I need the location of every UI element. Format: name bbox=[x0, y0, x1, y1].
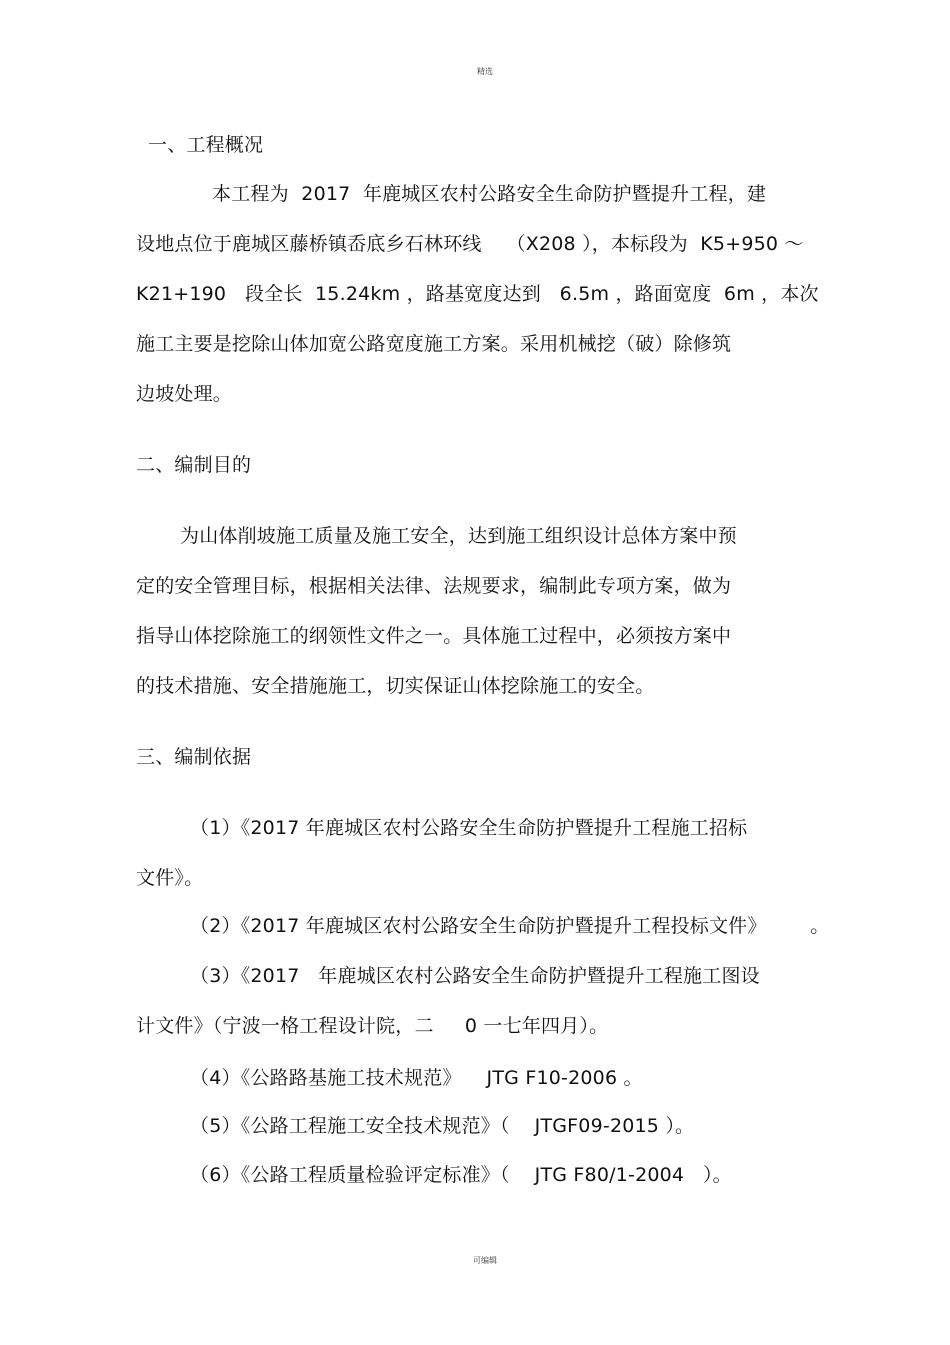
header-watermark: 精选 bbox=[477, 67, 493, 76]
reference-5: （5）《公路工程施工安全技术规范》（ JTGF09-2015 ）。 bbox=[190, 1115, 695, 1137]
section3-heading: 三、编制依据 bbox=[136, 746, 252, 768]
reference-2: （2）《2017 年鹿城区农村公路安全生命防护暨提升工程投标文件》 。 bbox=[190, 915, 830, 937]
reference-3: （3）《2017 年鹿城区农村公路安全生命防护暨提升工程施工图设 bbox=[190, 965, 760, 987]
section1-line-3: K21+190 段全长 15.24km ，路基宽度达到 6.5m ，路面宽度 6m ，本次 bbox=[136, 283, 819, 305]
section2-heading: 二、编制目的 bbox=[136, 454, 252, 476]
reference-6: （6）《公路工程质量检验评定标准》（ JTG F80/1-2004 ）。 bbox=[190, 1164, 732, 1186]
section2-line-1: 为山体削坡施工质量及施工安全，达到施工组织设计总体方案中预 bbox=[180, 525, 737, 547]
section2-line-2: 定的安全管理目标，根据相关法律、法规要求，编制此专项方案，做为 bbox=[136, 575, 732, 597]
section2-line-3: 指导山体挖除施工的纲领性文件之一。具体施工过程中，必须按方案中 bbox=[136, 625, 732, 647]
section2-line-4: 的技术措施、安全措施施工，切实保证山体挖除施工的安全。 bbox=[136, 675, 655, 697]
reference-1: （1）《2017 年鹿城区农村公路安全生命防护暨提升工程施工招标 bbox=[190, 817, 748, 839]
section1-line-4: 施工主要是挖除山体加宽公路宽度施工方案。采用机械挖（破）除修筑 bbox=[136, 333, 732, 355]
reference-3-cont: 计文件》（宁波一格工程设计院，二 0 一七年四月）。 bbox=[136, 1015, 609, 1037]
reference-1-cont: 文件》。 bbox=[136, 867, 204, 889]
footer-watermark: 可编辑 bbox=[473, 1256, 497, 1265]
reference-4: （4）《公路路基施工技术规范》 JTG F10-2006 。 bbox=[190, 1067, 643, 1089]
section1-line-1: 本工程为 2017 年鹿城区农村公路安全生命防护暨提升工程，建 bbox=[212, 183, 767, 205]
section1-line-5: 边坡处理。 bbox=[136, 383, 233, 405]
section1-heading: 一、工程概况 bbox=[148, 134, 264, 156]
section1-line-2: 设地点位于鹿城区藤桥镇岙底乡石林环线 （X208 ），本标段为 K5+950 ～ bbox=[136, 233, 804, 255]
